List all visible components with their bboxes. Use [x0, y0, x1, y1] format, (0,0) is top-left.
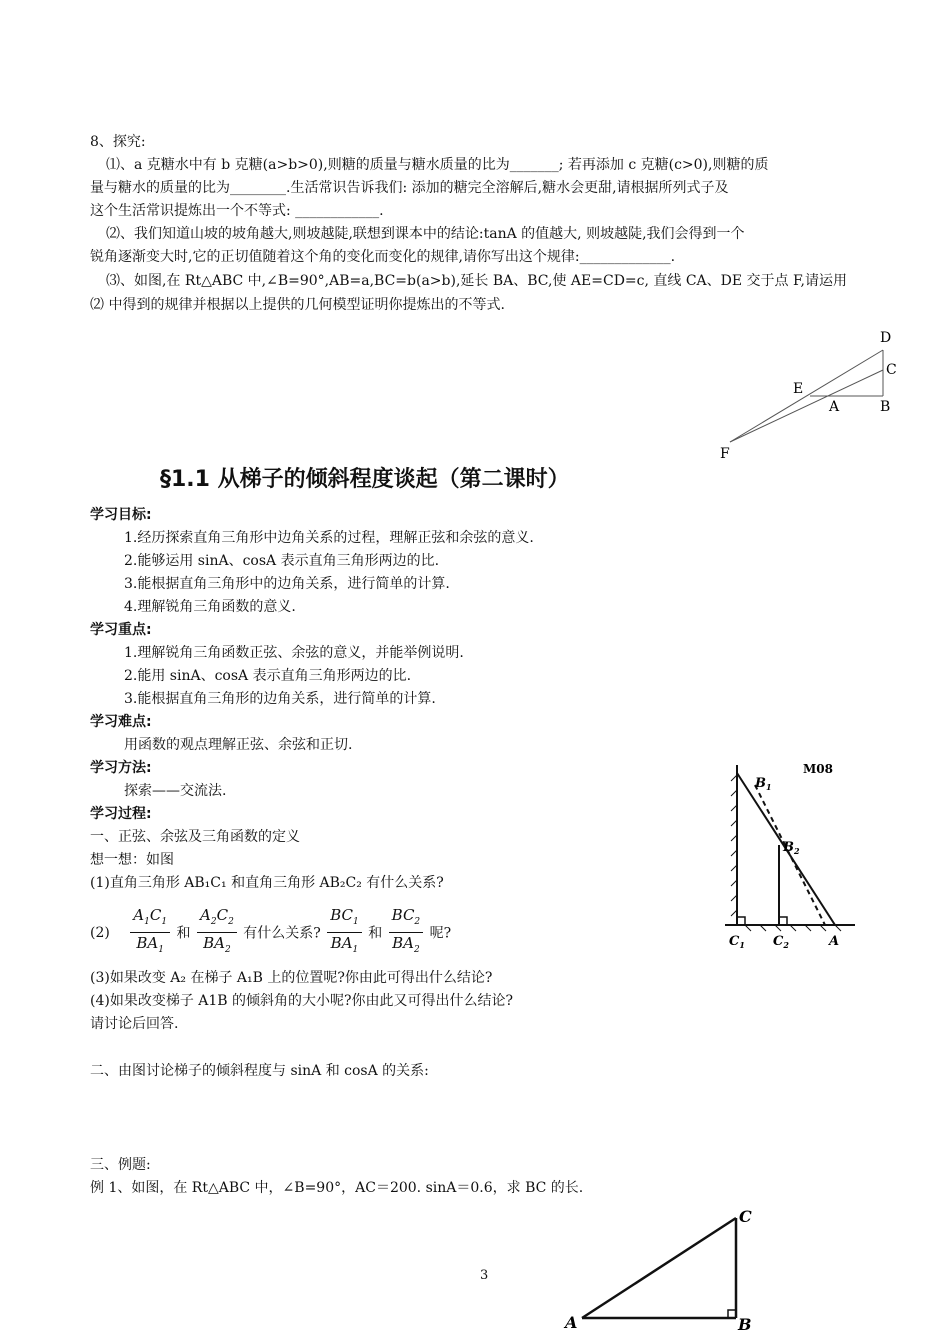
example-1: 例 1、如图，在 Rt△ABC 中，∠B=90°，AC＝200. sinA＝0.6，求 BC 的长.	[90, 1180, 584, 1196]
label-D: D	[880, 330, 892, 346]
goal-item: 3.能根据直角三角形中的边角关系，进行简单的计算.	[124, 576, 450, 592]
method-heading: 学习方法:	[90, 760, 152, 776]
method-text: 探索——交流法.	[124, 783, 227, 799]
figure-triangle-abc	[560, 1200, 780, 1344]
sec8-p2-line2: 锐角逐渐变大时,它的正切值随着这个角的变化而变化的规律,请你写出这个规律:_____________.	[90, 249, 676, 265]
tag-m08: M08	[803, 762, 833, 776]
fraction-a2c2-ba2: $\frac{A_2C_2}{BA_2}$	[197, 905, 237, 960]
fraction-bc1-ba1: $\frac{BC_1}{BA_1}$	[327, 905, 362, 960]
label-B2: $B_2$	[783, 840, 800, 856]
sec8-p3-line1: ⑶、如图,在 Rt△ABC 中,∠B=90°,AB=a,BC=b(a>b),延长 BA、BC,使 AE=CD=c, 直线 CA、DE 交于点 F,请运用	[106, 273, 847, 289]
difficulty-heading: 学习难点:	[90, 714, 152, 730]
q2-and-1: 和	[176, 925, 191, 942]
sec8-p1-line2: 量与糖水的质量的比为________.生活常识告诉我们: 添加的糖完全溶解后,糖水会更甜,请根据所列式子及	[90, 180, 729, 196]
q2-prefix: (2)	[90, 924, 110, 941]
lesson-title: §1.1 从梯子的倾斜程度谈起（第二课时）	[160, 467, 570, 492]
section-3-title: 三、例题:	[90, 1157, 151, 1173]
goal-item: 1.经历探索直角三角形中边角关系的过程，理解正弦和余弦的意义.	[124, 530, 534, 546]
goal-item: 4.理解锐角三角函数的意义.	[124, 599, 296, 615]
label-B1: $B_1$	[755, 776, 772, 792]
question-2	[90, 905, 451, 960]
label-C-tri: C	[739, 1207, 752, 1226]
q2-and-2: 和	[368, 925, 383, 942]
question-4: (4)如果改变梯子 A1B 的倾斜角的大小呢?你由此又可得出什么结论?	[90, 993, 514, 1009]
label-E: E	[793, 381, 804, 397]
figure-geometry-model	[700, 320, 910, 470]
page-number: 3	[480, 1268, 489, 1283]
fraction-a1c1-ba1: $\frac{A_1C_1}{BA_1}$	[130, 905, 170, 960]
discuss-text: 请讨论后回答.	[90, 1016, 179, 1032]
label-F: F	[720, 446, 730, 462]
sec8-p2-line1: ⑵、我们知道山坡的坡角越大,则坡越陡,联想到课本中的结论:tanA 的值越大, 则坡越陡,我们会得到一个	[106, 226, 745, 242]
key-heading: 学习重点:	[90, 622, 152, 638]
key-item: 1.理解锐角三角函数正弦、余弦的意义，并能举例说明.	[124, 645, 464, 661]
label-A-tri: A	[565, 1313, 578, 1332]
sec8-title: 8、探究:	[90, 134, 146, 150]
label-B-tri: B	[738, 1315, 752, 1334]
label-A: A	[829, 399, 840, 415]
label-C1: $C_1$	[729, 934, 745, 950]
difficulty-text: 用函数的观点理解正弦、余弦和正切.	[124, 737, 353, 753]
label-B: B	[880, 399, 891, 415]
fraction-bc2-ba2: $\frac{BC_2}{BA_2}$	[389, 905, 424, 960]
q2-mid: 有什么关系?	[243, 925, 321, 942]
key-item: 2.能用 sinA、cosA 表示直角三角形两边的比.	[124, 668, 412, 684]
label-A-ladder: A	[829, 934, 840, 949]
q2-end: 呢?	[429, 925, 452, 942]
key-item: 3.能根据直角三角形的边角关系，进行简单的计算.	[124, 691, 436, 707]
label-C2: $C_2$	[773, 934, 789, 950]
goals-heading: 学习目标:	[90, 507, 152, 523]
sec8-p1-line1: ⑴、a 克糖水中有 b 克糖(a>b>0),则糖的质量与糖水质量的比为_______; 若再添加 c 克糖(c>0),则糖的质	[106, 157, 769, 173]
section-2-title: 二、由图讨论梯子的倾斜程度与 sinA 和 cosA 的关系:	[90, 1063, 429, 1079]
sec8-p1-line3: 这个生活常识提炼出一个不等式: ____________.	[90, 203, 384, 219]
question-3: (3)如果改变 A₂ 在梯子 A₁B 上的位置呢?你由此可得出什么结论?	[90, 970, 493, 986]
figure-ladder	[715, 755, 865, 955]
label-C: C	[886, 362, 897, 378]
goal-item: 2.能够运用 sinA、cosA 表示直角三角形两边的比.	[124, 553, 440, 569]
sec8-p3-line2: ⑵ 中得到的规律并根据以上提供的几何模型证明你提炼出的不等式.	[90, 297, 505, 313]
think-text: 想一想：如图	[90, 852, 174, 868]
section-1-title: 一、正弦、余弦及三角函数的定义	[90, 829, 300, 845]
process-heading: 学习过程:	[90, 806, 152, 822]
question-1: (1)直角三角形 AB₁C₁ 和直角三角形 AB₂C₂ 有什么关系?	[90, 875, 444, 891]
